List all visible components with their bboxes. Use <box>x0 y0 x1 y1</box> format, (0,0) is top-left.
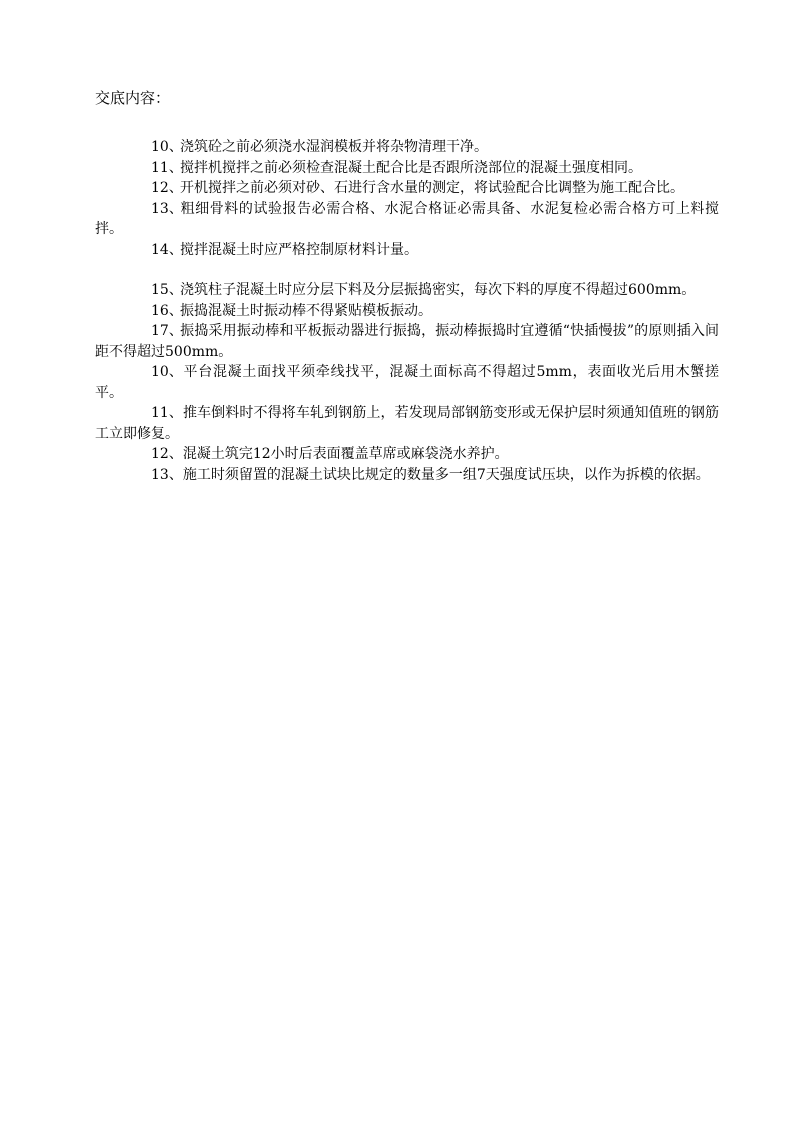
list-item <box>95 240 719 261</box>
list-item <box>95 321 719 362</box>
item-text: 搅拌机搅拌之前必须检查混凝土配合比是否跟所浇部位的混凝土强度相同。 <box>180 159 642 176</box>
item-number: 11、 <box>151 405 183 421</box>
item-text: 振捣采用振动棒和平板振动器进行振捣，振动棒振捣时宜遵循“快插慢拔”的原则插入间距不得超过500mm。 <box>95 323 719 360</box>
item-number: 13、 <box>151 466 183 483</box>
item-text: 振捣混凝土时振动棒不得紧贴模板振动。 <box>180 302 432 319</box>
item-text: 平台混凝土面找平须牵线找平，混凝土面标高不得超过5mm，表面收光后用木蟹搓平。 <box>95 364 719 401</box>
item-text: 施工时须留置的混凝土试块比规定的数量多一组7天强度试压块，以作为拆模的依据。 <box>182 466 710 483</box>
item-text: 粗细骨料的试验报告必需合格、水泥合格证必需具备、水泥复检必需合格方可上料搅拌。 <box>95 200 719 237</box>
list-item <box>95 465 719 486</box>
item-text: 推车倒料时不得将车轧到钢筋上，若发现局部钢筋变形或无保护层时须通知值班的钢筋工立即修复。 <box>95 405 719 442</box>
list-item <box>95 301 719 322</box>
item-number: 16、 <box>151 302 183 319</box>
item-number: 10、 <box>151 139 183 155</box>
list-item <box>95 178 719 199</box>
item-number: 14、 <box>151 241 183 258</box>
list-item <box>95 444 719 465</box>
list-item <box>95 280 719 301</box>
list-item <box>95 362 719 403</box>
instruction-list <box>95 137 719 485</box>
item-text: 搅拌混凝土时应严格控制原材料计量。 <box>180 241 418 258</box>
list-item <box>95 137 719 158</box>
list-item <box>95 199 719 240</box>
item-number: 13、 <box>151 200 183 217</box>
list-item <box>95 403 719 444</box>
item-number: 12、 <box>151 446 183 462</box>
item-number: 12、 <box>151 180 183 196</box>
item-text: 浇筑柱子混凝土时应分层下料及分层振捣密实，每次下料的厚度不得超过600mm。 <box>180 282 696 298</box>
section-heading: 交底内容： <box>95 89 171 107</box>
item-number: 17、 <box>151 323 183 339</box>
item-text: 混凝土筑完12小时后表面覆盖草席或麻袋浇水养护。 <box>182 446 509 462</box>
list-item <box>95 158 719 179</box>
item-number: 10、 <box>151 364 183 380</box>
item-number: 11、 <box>151 159 183 176</box>
item-text: 开机搅拌之前必须对砂、石进行含水量的测定，将试验配合比调整为施工配合比。 <box>180 180 684 196</box>
item-text: 浇筑砼之前必须浇水湿润模板并将杂物清理干净。 <box>180 139 488 155</box>
item-number: 15、 <box>151 282 183 298</box>
